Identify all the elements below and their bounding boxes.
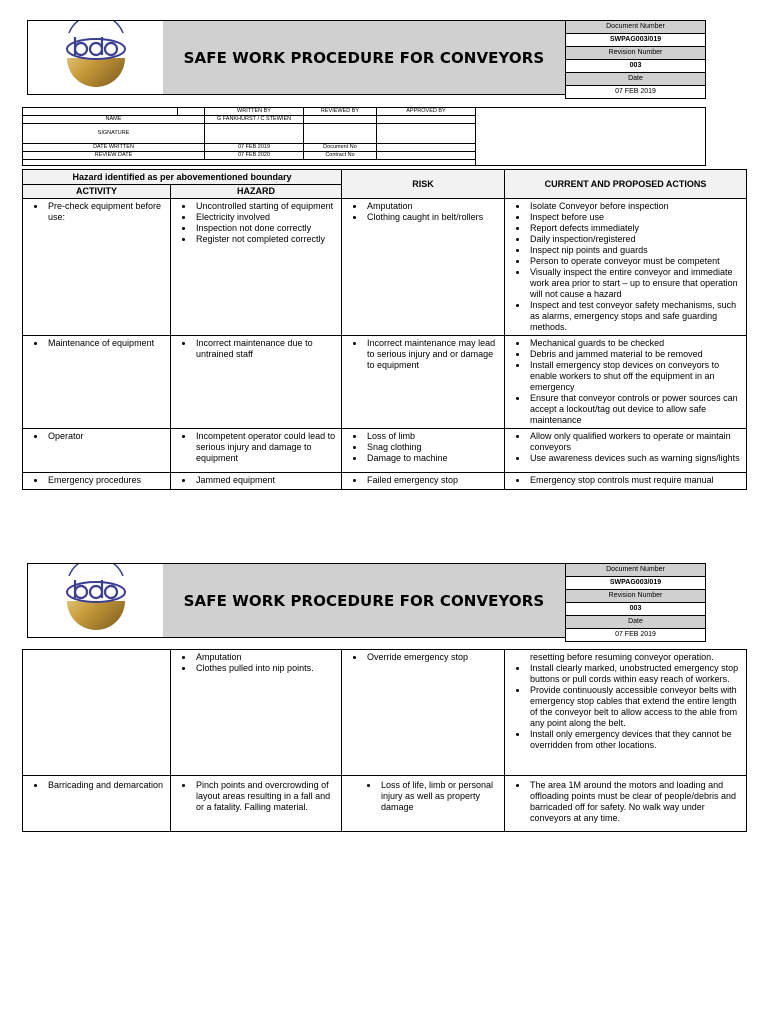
boundary-header: Hazard identified as per abovementioned boundary <box>23 170 342 185</box>
date-value: 07 FEB 2019 <box>565 86 706 99</box>
company-logo <box>28 21 164 94</box>
signoff-table <box>22 107 706 166</box>
revision-label: Revision Number <box>565 590 706 603</box>
doc-number-value: SWPAG003/019 <box>565 34 706 47</box>
list-item: • Jammed equipment <box>194 475 338 486</box>
hazard-table-page1 <box>22 169 747 490</box>
list-item: • Failed emergency stop <box>365 475 501 486</box>
list-item: • Maintenance of equipment <box>46 338 167 349</box>
list-item: • Emergency procedures <box>46 475 167 486</box>
signature-label: SIGNATURE <box>23 124 205 144</box>
list-item: • Use awareness devices such as warning signs/lights <box>528 453 743 464</box>
list-item: • Electricity involved <box>194 212 338 223</box>
title-cell <box>163 20 566 95</box>
list-item: • Inspect nip points and guards <box>528 245 743 256</box>
table-row <box>23 336 747 429</box>
list-item: • Register not completed correctly <box>194 234 338 245</box>
review-date-value: 07 FEB 2020 <box>205 152 304 160</box>
list-item: • Incompetent operator could lead to serious injury and damage to equipment <box>194 431 338 464</box>
list-item: • Amputation <box>365 201 501 212</box>
review-date-label: REVIEW DATE <box>23 152 205 160</box>
list-item: • Visually inspect the entire conveyor and immediate work area prior to start – up to ensure that operation will not cause a hazard <box>528 267 743 300</box>
list-item: • Emergency stop controls must require manual <box>528 475 743 486</box>
list-item: • Ensure that conveyor controls or power sources can accept a lockout/tag out device to allow safe maintenance <box>528 393 743 426</box>
list-item: • Allow only qualified workers to operate or maintain conveyors <box>528 431 743 453</box>
list-item: • The area 1M around the motors and loading and offloading points must be clear of people/debris and barricaded off for safety. No walk way under conveyors at any time. <box>528 780 743 824</box>
list-item: • Provide continuously accessible conveyor belts with emergency stop cables that extend the entire length of the conveyor belt to allow access to the able from any point along the belt. <box>528 685 743 729</box>
list-item: • Install clearly marked, unobstructed emergency stop buttons or pull cords within easy reach of workers. <box>528 663 743 685</box>
contract-no-label: Contract No <box>304 152 377 160</box>
document-meta <box>565 20 706 95</box>
list-item: • Loss of life, limb or personal injury as well as property damage <box>379 780 501 813</box>
list-item: • Report defects immediately <box>528 223 743 234</box>
logo-cell <box>27 20 165 95</box>
document-no-label: Document No <box>304 144 377 152</box>
col-activity-header: ACTIVITY <box>23 185 171 199</box>
list-item: • Incorrect maintenance may lead to serious injury and or damage to equipment <box>365 338 501 371</box>
table-row <box>23 199 747 336</box>
hazard-table-page1-wrap <box>22 169 748 490</box>
list-item: • Operator <box>46 431 167 442</box>
list-item: • Isolate Conveyor before inspection <box>528 201 743 212</box>
list-item: • Inspect and test conveyor safety mechanisms, such as alarms, emergency stops and safe guarding methods. <box>528 300 743 333</box>
list-item: • Install emergency stop devices on conveyors to enable workers to shut off the equipment in an emergency <box>528 360 743 393</box>
written-by-header: WRITTEN BY <box>205 108 304 116</box>
date-written-label: DATE WRITTEN <box>23 144 205 152</box>
list-item: • Amputation <box>194 652 338 663</box>
title-cell <box>163 563 566 638</box>
table-row <box>23 473 747 491</box>
date-value: 07 FEB 2019 <box>565 629 706 642</box>
list-item: • Debris and jammed material to be removed <box>528 349 743 360</box>
revision-value: 003 <box>565 60 706 73</box>
list-item: • Install only emergency devices that they cannot be overridden from other locations. <box>528 729 743 751</box>
page-break-line <box>22 489 747 490</box>
date-label: Date <box>565 73 706 86</box>
list-item: • Loss of limb <box>365 431 501 442</box>
list-item: • Inspect before use <box>528 212 743 223</box>
list-item: • Override emergency stop <box>365 652 501 663</box>
actions-continued: resetting before resuming conveyor operation. <box>530 652 714 662</box>
revision-label: Revision Number <box>565 47 706 60</box>
list-item: • Pre-check equipment before use: <box>46 201 167 223</box>
list-item: • Person to operate conveyor must be competent <box>528 256 743 267</box>
approved-by-header: APPROVED BY <box>377 108 476 116</box>
name-value: G FANKHURST / C STEWIEN <box>205 116 304 124</box>
document-title: SAFE WORK PROCEDURE FOR CONVEYORS <box>183 591 545 610</box>
document-header <box>27 20 706 95</box>
company-logo <box>28 564 164 637</box>
list-item: • Clothing caught in belt/rollers <box>365 212 501 223</box>
date-label: Date <box>565 616 706 629</box>
list-item: • Barricading and demarcation <box>46 780 167 791</box>
list-item: • Snag clothing <box>365 442 501 453</box>
list-item: • Pinch points and overcrowding of layout areas resulting in a fall and or a fatality. Falling material. <box>194 780 338 813</box>
list-item: • Incorrect maintenance due to untrained staff <box>194 338 338 360</box>
document-title: SAFE WORK PROCEDURE FOR CONVEYORS <box>183 48 545 67</box>
hazard-table-page2 <box>22 649 747 832</box>
list-item: • Damage to machine <box>365 453 501 464</box>
list-item: • Daily inspection/registered <box>528 234 743 245</box>
revision-value: 003 <box>565 603 706 616</box>
logo-cell <box>27 563 165 638</box>
name-label: NAME <box>23 116 205 124</box>
document-meta <box>565 563 706 638</box>
doc-number-label: Document Number <box>565 563 706 577</box>
doc-number-value: SWPAG003/019 <box>565 577 706 590</box>
list-item: • Uncontrolled starting of equipment <box>194 201 338 212</box>
col-risk-header: RISK <box>342 170 505 199</box>
table-row <box>23 776 747 832</box>
list-item: • Inspection not done correctly <box>194 223 338 234</box>
reviewed-by-header: REVIEWED BY <box>304 108 377 116</box>
list-item: • Clothes pulled into nip points. <box>194 663 338 674</box>
table-row <box>23 429 747 473</box>
document-header-page2 <box>27 563 706 638</box>
table-row <box>23 650 747 776</box>
date-written-value: 07 FEB 2019 <box>205 144 304 152</box>
col-hazard-header: HAZARD <box>171 185 342 199</box>
doc-number-label: Document Number <box>565 20 706 34</box>
col-actions-header: CURRENT AND PROPOSED ACTIONS <box>505 170 747 199</box>
list-item: • Mechanical guards to be checked <box>528 338 743 349</box>
